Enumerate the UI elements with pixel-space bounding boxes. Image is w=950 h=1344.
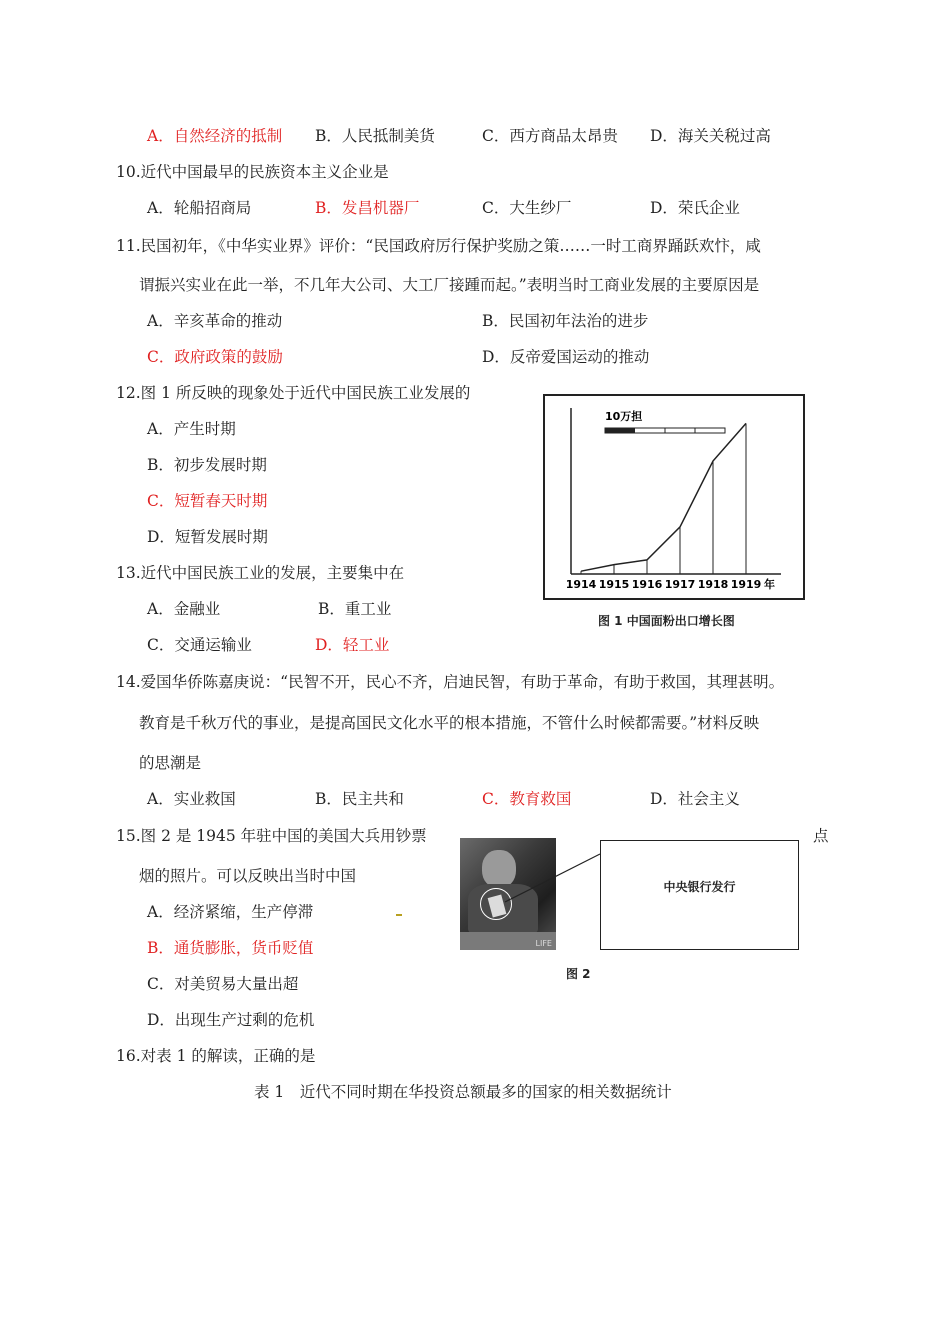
stray-mark (396, 914, 402, 916)
q14-stem-line3: 的思潮是 (139, 754, 202, 772)
banknote-text: 中央银行发行 (663, 880, 736, 894)
q12-option-b: B．初步发展时期 (147, 456, 267, 474)
table1-title: 表 1 近代不同时期在华投资总额最多的国家的相关数据统计 (254, 1083, 672, 1101)
q9-option-a: A．自然经济的抵制 (147, 127, 283, 145)
q10-option-d: D．荣氏企业 (650, 199, 740, 217)
q11-stem-line2: 谓振兴实业在此一举，不几年大公司、大工厂接踵而起。”表明当时工商业发展的主要原因是 (139, 276, 760, 294)
q15-stem-end: 点 (813, 827, 829, 845)
x-tick-label: 1918 (697, 578, 729, 591)
q9-option-c: C．西方商品太昂贵 (482, 127, 618, 145)
q13-option-a: A．金融业 (147, 600, 221, 618)
q10-option-a: A．轮船招商局 (147, 199, 252, 217)
q15-stem-line1: 15.图 2 是 1945 年驻中国的美国大兵用钞票 (116, 827, 427, 845)
q13-option-d: D．轻工业 (315, 636, 390, 654)
x-tick-label: 1914 (565, 578, 597, 591)
q16-stem: 16.对表 1 的解读，正确的是 (116, 1047, 316, 1065)
q11-option-b: B．民国初年法治的进步 (482, 312, 649, 330)
q15-option-a: A．经济紧缩，生产停滞 (147, 903, 314, 921)
q10-option-c: C．大生纱厂 (482, 199, 572, 217)
q10-stem: 10.近代中国最早的民族资本主义企业是 (116, 163, 389, 181)
q11-option-c: C．政府政策的鼓励 (147, 348, 283, 366)
q14-stem-line2: 教育是千秋万代的事业，是提高国民文化水平的根本措施，不管什么时候都需要。”材料反映 (139, 714, 760, 732)
q9-option-b: B．人民抵制美货 (315, 127, 435, 145)
scale-label: 10万担 (605, 410, 643, 423)
q9-option-d: D．海关关税过高 (650, 127, 771, 145)
banknote-box (600, 840, 799, 950)
export-series-line (581, 423, 746, 571)
figure1-caption: 图 1 中国面粉出口增长图 (598, 614, 735, 628)
q14-option-b: B．民主共和 (315, 790, 404, 808)
q15-option-c: C．对美贸易大量出超 (147, 975, 299, 993)
q12-option-d: D．短暂发展时期 (147, 528, 268, 546)
year-suffix: 年 (764, 578, 775, 591)
q14-stem-line1: 14.爱国华侨陈嘉庚说：“民智不开，民心不齐，启迪民智，有助于革命，有助于救国，其理甚明。 (116, 673, 785, 691)
life-mark: LIFE (535, 939, 552, 948)
q10-option-b: B．发昌机器厂 (315, 199, 420, 217)
q12-stem: 12.图 1 所反映的现象处于近代中国民族工业发展的 (116, 384, 471, 402)
q11-option-d: D．反帝爱国运动的推动 (482, 348, 650, 366)
q15-option-d: D．出现生产过剩的危机 (147, 1011, 315, 1029)
q12-option-a: A．产生时期 (147, 420, 236, 438)
q14-option-a: A．实业救国 (147, 790, 236, 808)
q12-option-c: C．短暂春天时期 (147, 492, 268, 510)
q13-stem: 13.近代中国民族工业的发展，主要集中在 (116, 564, 405, 582)
figure1-chart-frame (543, 394, 805, 600)
x-tick-label: 1915 (598, 578, 630, 591)
q11-option-a: A．辛亥革命的推动 (147, 312, 283, 330)
flour-export-chart (545, 396, 803, 598)
q15-option-b: B．通货膨胀，货币贬值 (147, 939, 314, 957)
q11-stem-line1: 11.民国初年，《中华实业界》评价：“民国政府厉行保护奖励之策……一时工商界踊跃欢忭，咸 (116, 237, 761, 255)
q14-option-c: C．教育救国 (482, 790, 572, 808)
x-tick-label: 1919 (730, 578, 762, 591)
q14-option-d: D．社会主义 (650, 790, 740, 808)
x-tick-label: 1916 (631, 578, 663, 591)
q13-option-b: B．重工业 (318, 600, 392, 618)
q13-option-c: C．交通运输业 (147, 636, 252, 654)
q15-stem-line2: 烟的照片。可以反映出当时中国 (139, 867, 357, 885)
figure2-caption: 图 2 (566, 967, 591, 981)
x-tick-label: 1917 (664, 578, 696, 591)
